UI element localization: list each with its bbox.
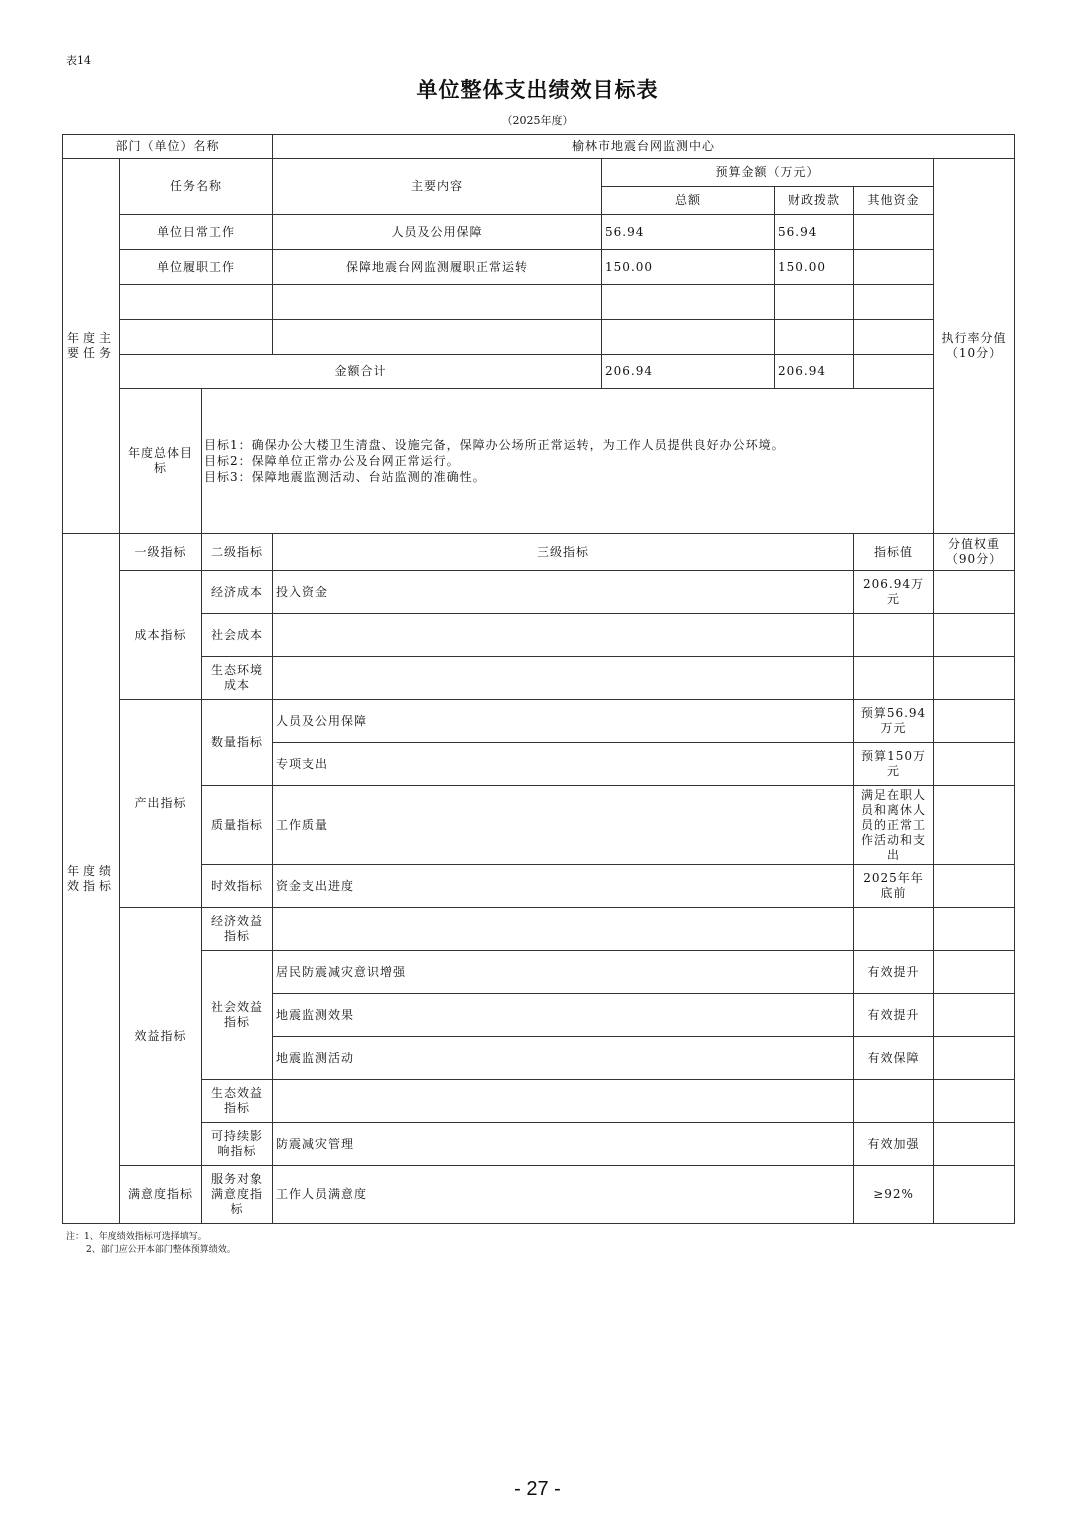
level2-cell: 质量指标 [202, 786, 273, 865]
task-other [854, 250, 934, 285]
output-indicator-label: 产出指标 [120, 700, 202, 908]
quantity-indicator-label: 数量指标 [202, 700, 273, 786]
level3-cell [273, 1080, 854, 1123]
indicator-row [63, 951, 1015, 994]
annual-goals-label: 年度总体目标 [120, 389, 202, 534]
sum-fiscal: 206.94 [775, 355, 854, 389]
sum-total: 206.94 [602, 355, 775, 389]
annual-goals-text [202, 389, 1015, 534]
goal-line: 目标1：确保办公大楼卫生清盘、设施完备，保障办公场所正常运转，为工作人员提供良好办公环境。 [204, 438, 785, 452]
task-row [63, 285, 1015, 320]
level2-cell: 生态环境成本 [202, 657, 273, 700]
weight-cell [934, 657, 1015, 700]
weight-cell [934, 1080, 1015, 1123]
indicator-value: 有效加强 [854, 1123, 934, 1166]
satisfaction-indicator-label: 满意度指标 [120, 1166, 202, 1224]
level3-cell: 专项支出 [273, 743, 854, 786]
col-other-funds: 其他资金 [854, 187, 934, 215]
sum-label: 金额合计 [120, 355, 602, 389]
col-task-name: 任务名称 [120, 159, 273, 215]
level3-cell [273, 614, 854, 657]
indicator-value: 有效提升 [854, 994, 934, 1037]
task-other [854, 320, 934, 355]
benefit-indicator-label: 效益指标 [120, 908, 202, 1166]
indicator-value: 有效提升 [854, 951, 934, 994]
weight-cell [934, 1037, 1015, 1080]
level2-cell: 时效指标 [202, 865, 273, 908]
level3-cell: 工作质量 [273, 786, 854, 865]
col-main-content: 主要内容 [273, 159, 602, 215]
indicator-value [854, 908, 934, 951]
footnotes [66, 1231, 236, 1257]
level3-cell: 投入资金 [273, 571, 854, 614]
weight-cell [934, 1166, 1015, 1224]
indicator-value: 206.94万元 [854, 571, 934, 614]
indicator-value: 预算56.94万元 [854, 700, 934, 743]
indicator-row [63, 1123, 1015, 1166]
weight-cell [934, 743, 1015, 786]
level2-cell: 生态效益指标 [202, 1080, 273, 1123]
weight-cell [934, 1123, 1015, 1166]
task-total [602, 285, 775, 320]
task-fiscal [775, 285, 854, 320]
col-fiscal: 财政拨款 [775, 187, 854, 215]
weight-cell [934, 994, 1015, 1037]
level3-cell: 地震监测活动 [273, 1037, 854, 1080]
indicator-value: 预算150万元 [854, 743, 934, 786]
indicator-row [63, 614, 1015, 657]
level3-cell: 居民防震减灾意识增强 [273, 951, 854, 994]
indicator-value: ≥92% [854, 1166, 934, 1224]
table-number: 表14 [66, 54, 91, 67]
weight-cell [934, 908, 1015, 951]
indicator-value: 满足在职人员和离休人员的正常工作活动和支出 [854, 786, 934, 865]
indicator-row [63, 1166, 1015, 1224]
task-content [273, 285, 602, 320]
task-total [602, 320, 775, 355]
task-total: 150.00 [602, 250, 775, 285]
task-content: 人员及公用保障 [273, 215, 602, 250]
level3-cell: 人员及公用保障 [273, 700, 854, 743]
footnote: 注：1、年度绩效指标可选择填写。 [66, 1232, 207, 1242]
col-budget-amount: 预算金额（万元） [602, 159, 934, 187]
level3-cell: 工作人员满意度 [273, 1166, 854, 1224]
col-level3: 三级指标 [273, 534, 854, 571]
indicator-value [854, 1080, 934, 1123]
level3-cell: 地震监测效果 [273, 994, 854, 1037]
indicator-value [854, 657, 934, 700]
weight-cell [934, 614, 1015, 657]
weight-cell [934, 786, 1015, 865]
dept-name-label: 部门（单位）名称 [63, 135, 273, 159]
goal-line: 目标2：保障单位正常办公及台网正常运行。 [204, 454, 460, 468]
indicator-row [63, 1080, 1015, 1123]
level2-cell: 经济效益指标 [202, 908, 273, 951]
task-total: 56.94 [602, 215, 775, 250]
task-other [854, 215, 934, 250]
task-name [120, 320, 273, 355]
level2-cell: 可持续影响指标 [202, 1123, 273, 1166]
level3-cell [273, 657, 854, 700]
dept-name-value: 榆林市地震台网监测中心 [273, 135, 1015, 159]
annual-tasks-label: 年度主要任务 [63, 159, 120, 534]
task-name: 单位日常工作 [120, 215, 273, 250]
task-fiscal: 150.00 [775, 250, 854, 285]
indicator-row [63, 657, 1015, 700]
indicator-row [63, 571, 1015, 614]
indicator-value [854, 614, 934, 657]
task-other [854, 285, 934, 320]
level2-cell: 经济成本 [202, 571, 273, 614]
task-content [273, 320, 602, 355]
social-benefit-label: 社会效益指标 [202, 951, 273, 1080]
weight-cell [934, 865, 1015, 908]
indicator-row [63, 786, 1015, 865]
performance-table [62, 134, 1015, 1224]
indicator-row [63, 700, 1015, 743]
level3-cell: 防震减灾管理 [273, 1123, 854, 1166]
indicator-row [63, 865, 1015, 908]
sum-other [854, 355, 934, 389]
weight-cell [934, 951, 1015, 994]
exec-rate-score: 执行率分值（10分） [934, 159, 1015, 534]
col-level2: 二级指标 [202, 534, 273, 571]
cost-indicator-label: 成本指标 [120, 571, 202, 700]
col-indicator-value: 指标值 [854, 534, 934, 571]
annual-indicators-label: 年度绩效指标 [63, 534, 120, 1224]
page-number: - 27 - [514, 1478, 561, 1500]
task-row [63, 320, 1015, 355]
task-row [63, 250, 1015, 285]
year-label: （2025年度） [501, 114, 574, 127]
weight-cell [934, 571, 1015, 614]
indicator-value: 2025年年底前 [854, 865, 934, 908]
task-row [63, 215, 1015, 250]
level3-cell: 资金支出进度 [273, 865, 854, 908]
page-title: 单位整体支出绩效目标表 [416, 78, 659, 102]
task-content: 保障地震台网监测履职正常运转 [273, 250, 602, 285]
level2-cell: 服务对象满意度指标 [202, 1166, 273, 1224]
col-level1: 一级指标 [120, 534, 202, 571]
col-total: 总额 [602, 187, 775, 215]
task-fiscal [775, 320, 854, 355]
indicator-row [63, 908, 1015, 951]
footnote: 2、部门应公开本部门整体预算绩效。 [86, 1245, 236, 1255]
col-score-weight: 分值权重（90分） [934, 534, 1015, 571]
task-fiscal: 56.94 [775, 215, 854, 250]
goal-line: 目标3：保障地震监测活动、台站监测的准确性。 [204, 470, 486, 484]
sum-row [63, 355, 1015, 389]
level2-cell: 社会成本 [202, 614, 273, 657]
indicator-value: 有效保障 [854, 1037, 934, 1080]
task-name [120, 285, 273, 320]
task-name: 单位履职工作 [120, 250, 273, 285]
weight-cell [934, 700, 1015, 743]
level3-cell [273, 908, 854, 951]
